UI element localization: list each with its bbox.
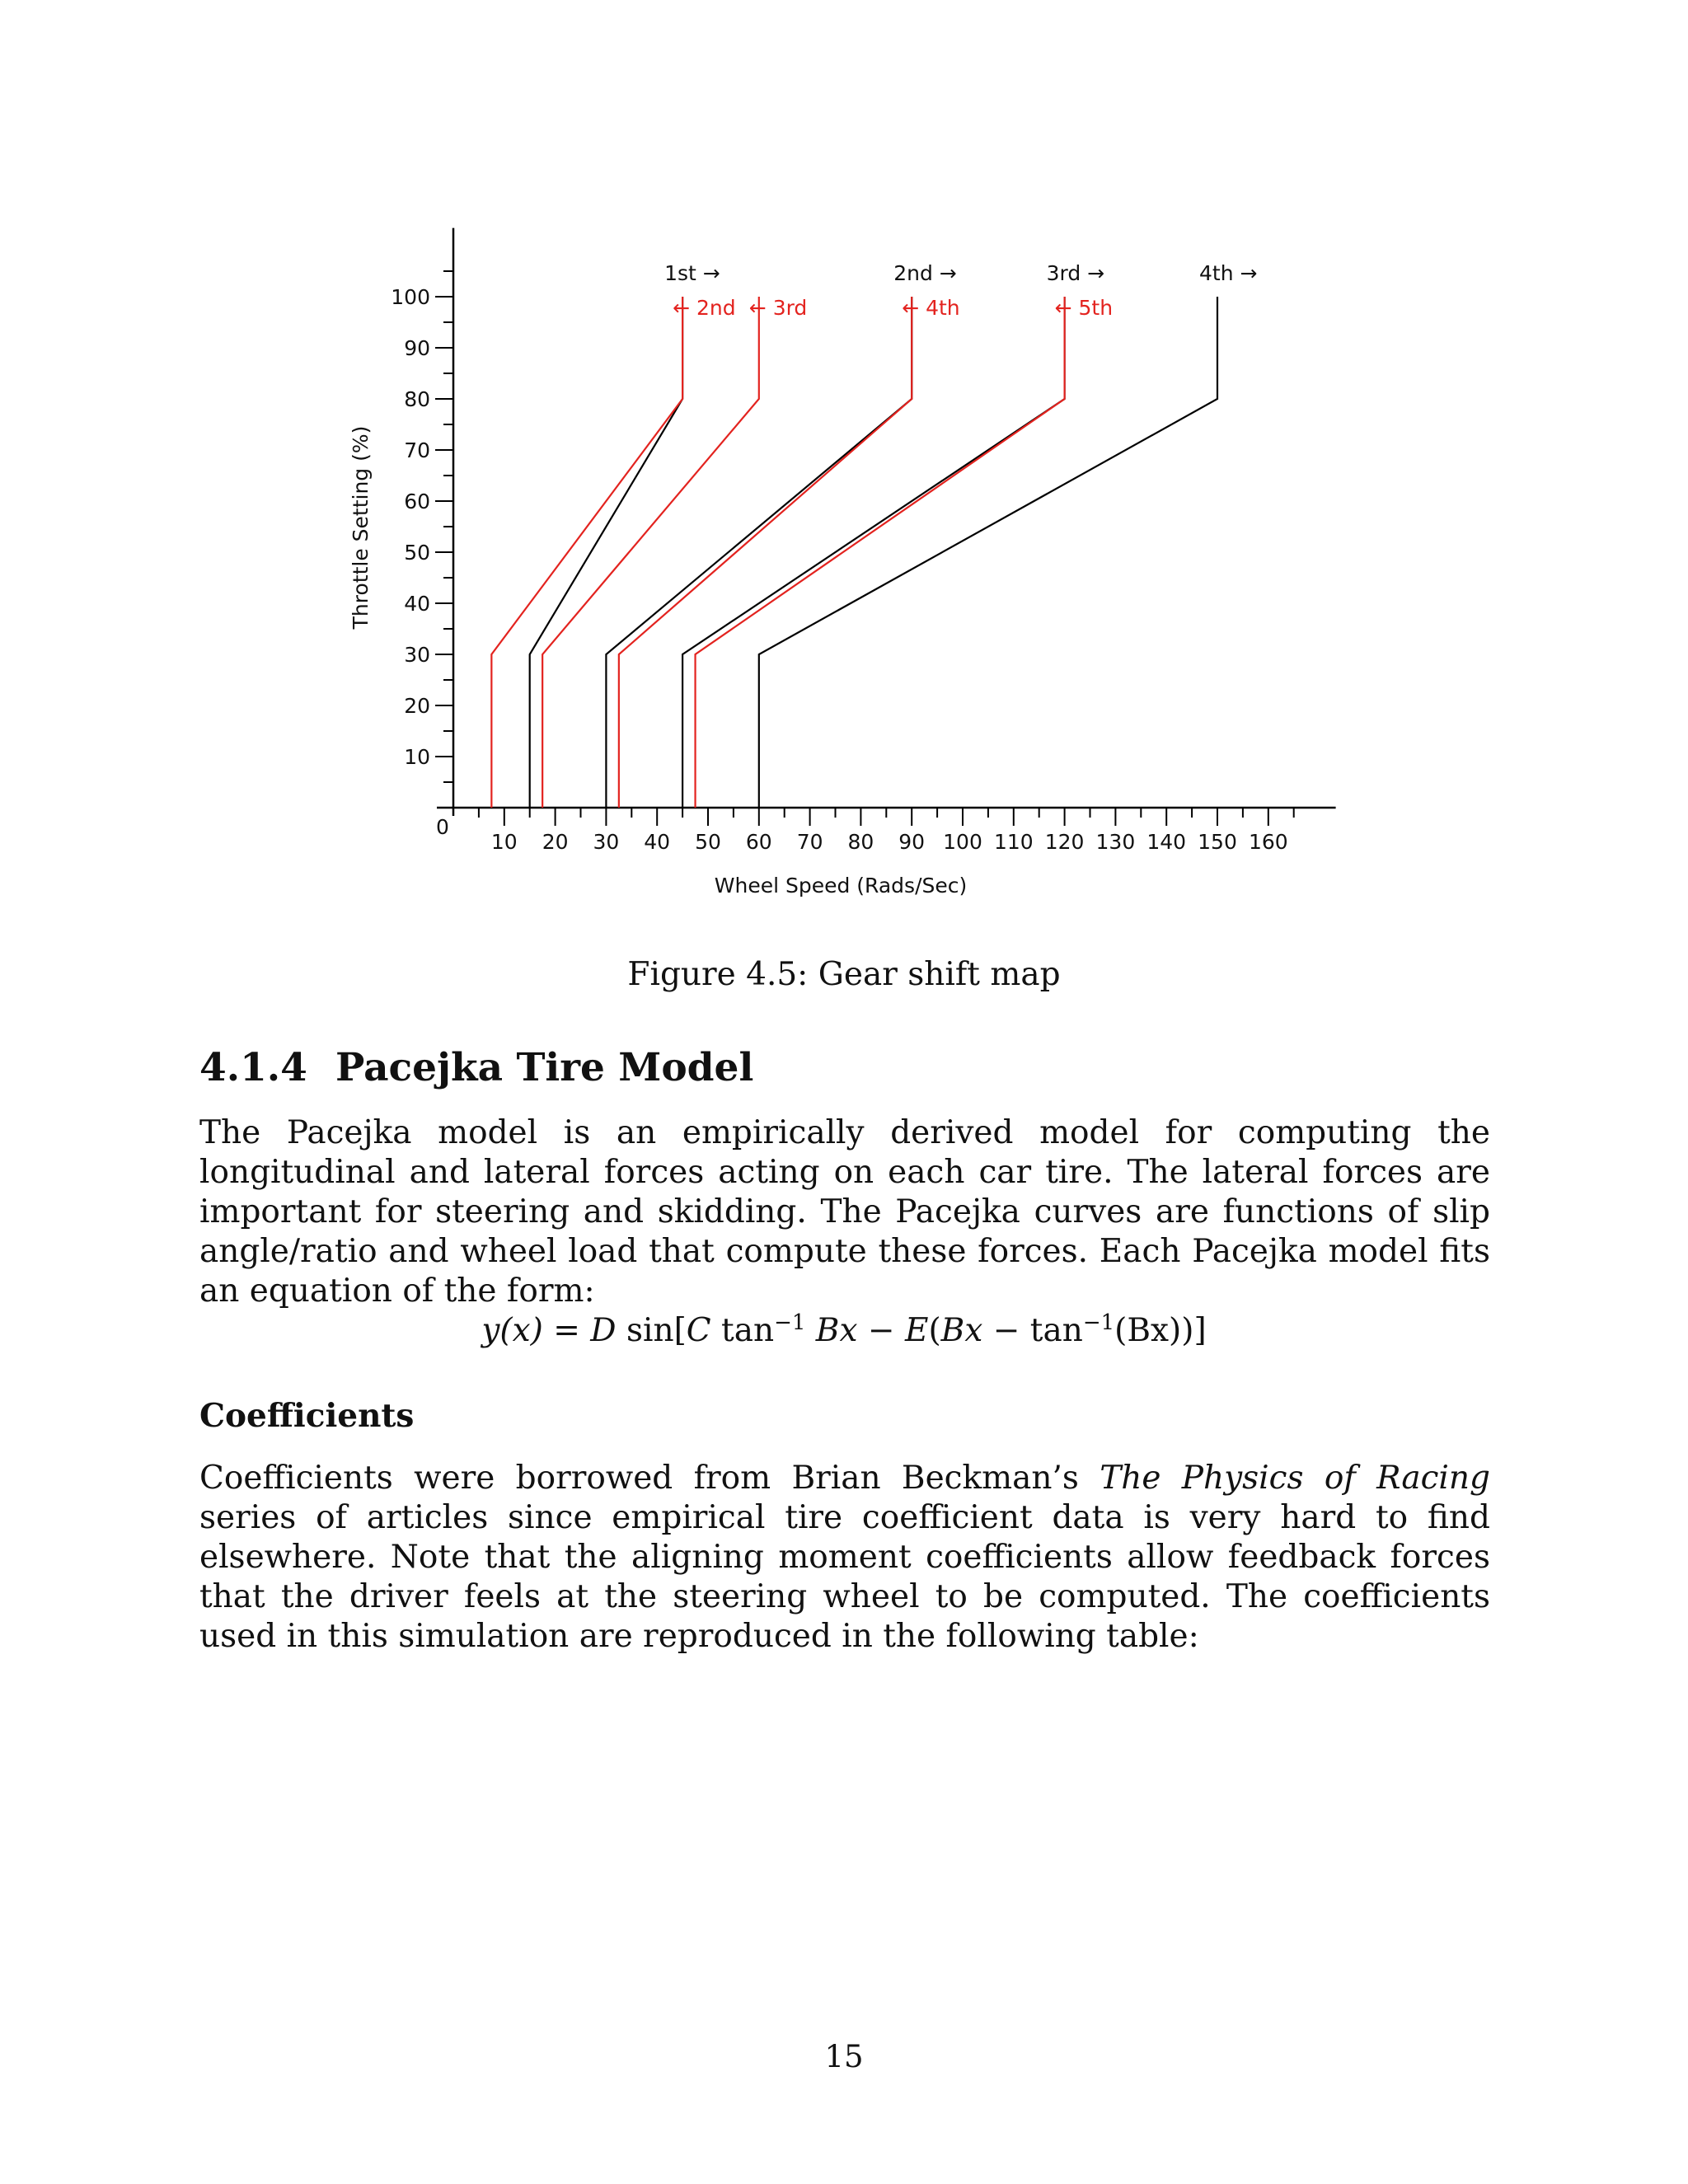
- y-tick-label: 20: [404, 694, 430, 718]
- x-tick-label: 130: [1095, 830, 1136, 854]
- eq-bx2: Bx: [940, 1312, 983, 1349]
- section-heading: [199, 1045, 753, 1090]
- y-tick-label: 100: [391, 285, 430, 309]
- eq-minus1: −: [857, 1312, 905, 1349]
- eq-d: D: [590, 1312, 617, 1349]
- x-tick-label: 20: [542, 830, 569, 854]
- series-label-3: 2nd →: [893, 261, 957, 285]
- intro-paragraph: The Pacejka model is an empirically derived model for computing the longitudinal and lateral forces acting on each car tire. The lateral forces are important for steering and skidding. The Pacejka curves are functions of slip angle/ratio and wheel load that compute these forces. Each Pacejka model fits an equation of the form:: [199, 1114, 1490, 1310]
- eq-sin: sin[: [616, 1312, 687, 1349]
- page-number: 15: [824, 2039, 864, 2074]
- coefficients-text-end: series of articles since empirical tire coefficient data is very hard to find elsewhere. Note that the aligning moment coefficients allow feedback forces that the driver feels at the steering wheel to be computed. The coefficients used in this simulation are reproduced in the following table:: [199, 1499, 1490, 1655]
- x-tick-label: 110: [993, 830, 1034, 854]
- y-tick-label: 60: [404, 490, 430, 513]
- y-tick-label: 50: [404, 541, 430, 565]
- x-tick-label: 140: [1146, 830, 1187, 854]
- y-tick-label: 80: [404, 387, 430, 411]
- figure-caption: Figure 4.5: Gear shift map: [627, 956, 1061, 993]
- y-tick-label: 10: [404, 745, 430, 769]
- series-label-1: 1st →: [664, 261, 720, 285]
- y-tick-label: 70: [404, 438, 430, 462]
- series-label-4: ← 3rd: [748, 296, 808, 320]
- x-tick-label: 10: [490, 830, 518, 854]
- x-tick-label: 120: [1044, 830, 1085, 854]
- x-tick-label: 30: [593, 830, 620, 854]
- pacejka-equation: [0, 1310, 1688, 1349]
- gear-shift-map-chart: [0, 0, 1688, 948]
- section-number: 4.1.4: [199, 1045, 307, 1090]
- x-tick-label: 150: [1198, 830, 1237, 854]
- series-line-6: [619, 297, 912, 808]
- x-tick-label: 40: [644, 830, 671, 854]
- series-line-8: [696, 297, 1065, 808]
- x-axis: [437, 808, 1336, 854]
- series-line-7: [759, 297, 1217, 808]
- eq-e: E: [904, 1312, 929, 1349]
- series-line-4: [542, 297, 759, 808]
- x-axis-title: Wheel Speed (Rads/Sec): [714, 874, 968, 898]
- series-line-2: [491, 297, 682, 808]
- series-label-7: 4th →: [1199, 261, 1258, 285]
- series-label-5: 3rd →: [1046, 261, 1105, 285]
- y-axis: [391, 228, 453, 816]
- subsection-heading: Coefficients: [199, 1397, 415, 1435]
- x-tick-label: 100: [943, 830, 982, 854]
- eq-equals: =: [542, 1312, 591, 1349]
- eq-c: C: [686, 1312, 711, 1349]
- eq-sup2: −1: [1082, 1310, 1115, 1335]
- eq-tan1: tan: [710, 1312, 775, 1349]
- y-tick-label: 30: [404, 643, 430, 667]
- eq-sup1: −1: [774, 1310, 806, 1335]
- x-tick-label: 80: [847, 830, 874, 854]
- eq-minus2: − tan: [982, 1312, 1083, 1349]
- x-tick-label: 90: [898, 830, 926, 854]
- series-line-5: [682, 297, 1065, 808]
- section-title: Pacejka Tire Model: [335, 1045, 754, 1090]
- eq-lhs: y(x): [481, 1312, 543, 1349]
- series-label-6: ← 4th: [902, 296, 960, 320]
- series-label-layer: [664, 261, 1257, 320]
- x-tick-label: 160: [1248, 830, 1288, 854]
- x-tick-label: 70: [796, 830, 823, 854]
- y-tick-label: 90: [404, 336, 430, 360]
- series-label-8: ← 5th: [1054, 296, 1114, 320]
- origin-label: 0: [436, 815, 449, 839]
- eq-close: (Bx))]: [1114, 1312, 1207, 1349]
- series-layer: [491, 297, 1217, 808]
- x-tick-label: 50: [695, 830, 721, 854]
- eq-paren: (: [928, 1312, 941, 1349]
- coefficients-paragraph: [199, 1459, 1490, 1657]
- series-label-2: ← 2nd: [673, 296, 736, 320]
- book-title: The Physics of Racing: [1100, 1460, 1490, 1497]
- y-tick-label: 40: [404, 592, 430, 616]
- y-axis-title: Throttle Setting (%): [349, 425, 373, 630]
- coefficients-text-start: Coefficients were borrowed from Brian Beckman’s: [199, 1460, 1100, 1497]
- x-tick-label: 60: [745, 830, 772, 854]
- eq-bx1: Bx: [805, 1312, 858, 1349]
